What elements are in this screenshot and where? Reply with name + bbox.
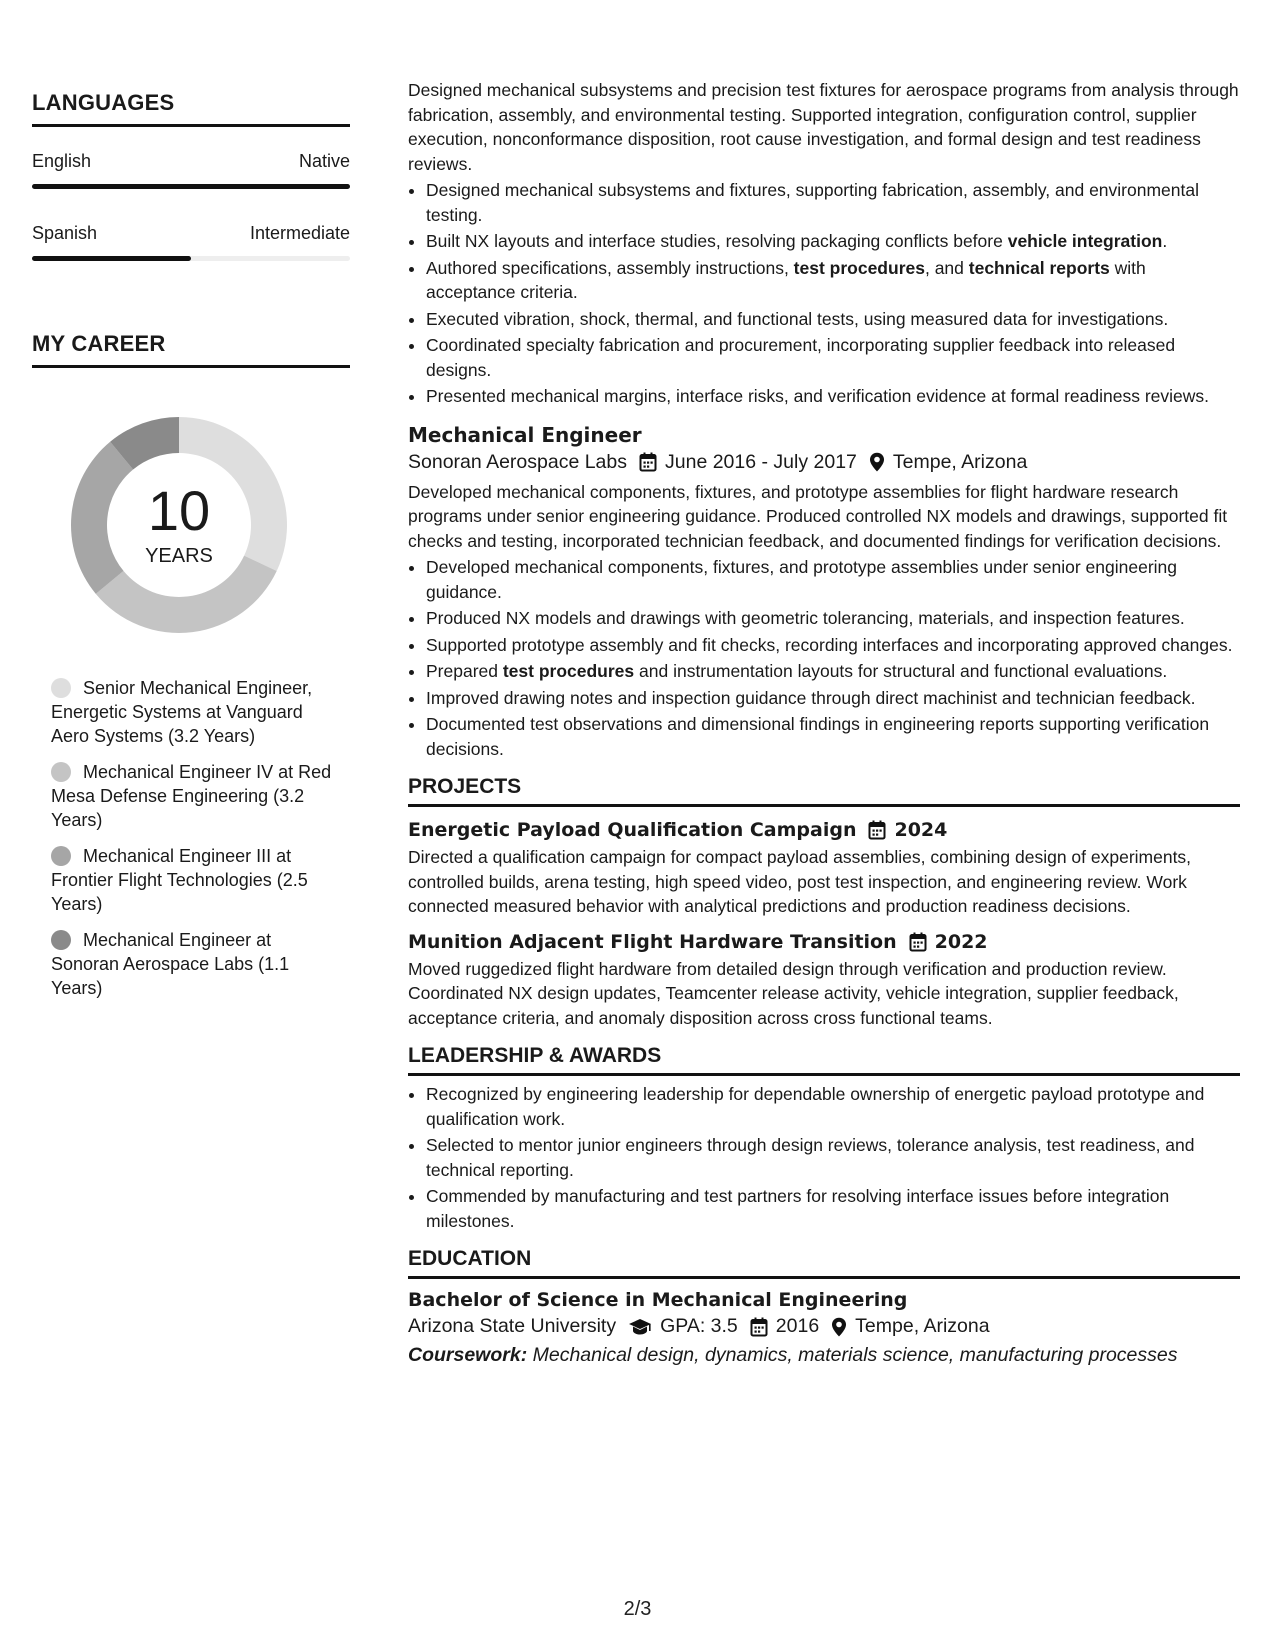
bullet-text: and instrumentation layouts for structural and functional evaluations. — [634, 661, 1168, 681]
job-company: Sonoran Aerospace Labs — [408, 450, 627, 473]
job-bullet: • Developed mechanical components, fixtures, and prototype assemblies under senior engineering guidance. — [426, 555, 1240, 604]
project-description: Directed a qualification campaign for compact payload assemblies, combining design of experiments, controlled builds, arena testing, high speed video, post test inspection, and engineering review. Work connected measured behavior with analytical predictions and production readiness decisions. — [408, 847, 1192, 916]
job-meta — [408, 451, 1240, 474]
leadership-heading: LEADERSHIP & AWARDS — [408, 1044, 1240, 1076]
language-proficiency-fill — [32, 184, 350, 189]
job-bullet: • Produced NX models and drawings with geometric tolerancing, materials, and inspection features. — [426, 606, 1240, 631]
graduation-cap-icon — [628, 1318, 652, 1336]
career-legend-label: Senior Mechanical Engineer, Energetic Systems at Vanguard Aero Systems (3.2 Years) — [51, 678, 313, 746]
legend-dot — [51, 930, 71, 950]
career-legend-label: Mechanical Engineer IV at Red Mesa Defense Engineering (3.2 Years) — [51, 762, 332, 830]
job-dates: June 2016 - July 2017 — [665, 450, 857, 473]
projects-heading: PROJECTS — [408, 775, 1240, 807]
career-legend-item — [51, 928, 341, 1000]
education-meta — [408, 1315, 1240, 1338]
left-column — [32, 90, 350, 1012]
bullet-text: Prepared — [426, 661, 503, 681]
language-proficiency-bar — [32, 256, 350, 261]
education-location: Tempe, Arizona — [855, 1315, 990, 1337]
location-pin-icon — [831, 1317, 847, 1337]
experience-bullet: • Presented mechanical margins, interface risks, and verification evidence at formal readiness reviews. — [426, 384, 1240, 409]
career-donut-chart — [64, 410, 294, 640]
project-title-row — [408, 931, 1240, 953]
bullet-keyword: vehicle integration — [1007, 231, 1163, 251]
calendar-icon — [750, 1317, 768, 1337]
career-total-unit: YEARS — [145, 544, 213, 567]
job-bullet: • Documented test observations and dimensional findings in engineering reports supporting verification decisions. — [426, 712, 1240, 761]
coursework-text: Mechanical design, dynamics, materials science, manufacturing processes — [527, 1344, 1178, 1366]
experience-bullet — [426, 229, 1240, 254]
right-column — [408, 78, 1240, 1367]
language-level: Native — [298, 151, 350, 171]
experience-bullet: • Coordinated specialty fabrication and procurement, incorporating supplier feedback into released designs. — [426, 333, 1240, 382]
location-pin-icon — [869, 452, 885, 472]
language-item — [32, 151, 350, 189]
language-proficiency-fill — [32, 256, 191, 261]
career-legend-label: Mechanical Engineer III at Frontier Flight Technologies (2.5 Years) — [51, 846, 308, 914]
experience-bullet — [426, 256, 1240, 305]
coursework-label: Coursework: — [408, 1344, 528, 1366]
bullet-text: Built NX layouts and interface studies, resolving packaging conflicts before — [426, 231, 1008, 251]
leadership-bullets — [408, 1082, 1240, 1233]
career-legend-item — [51, 676, 341, 748]
language-name: English — [32, 151, 92, 171]
calendar-icon — [909, 932, 927, 952]
legend-dot — [51, 762, 71, 782]
leadership-bullet: • Commended by manufacturing and test partners for resolving interface issues before integration milestones. — [426, 1184, 1240, 1233]
education-coursework — [408, 1344, 1240, 1367]
language-name: Spanish — [32, 223, 98, 243]
experience-bullet: • Executed vibration, shock, thermal, and functional tests, using measured data for investigations. — [426, 307, 1240, 332]
bullet-text: . — [1162, 231, 1168, 251]
legend-dot — [51, 846, 71, 866]
language-proficiency-bar — [32, 184, 350, 189]
education-degree: Bachelor of Science in Mechanical Engineering — [408, 1289, 908, 1311]
experience-bullet: • Designed mechanical subsystems and fixtures, supporting fabrication, assembly, and environmental testing. — [426, 178, 1240, 227]
bullet-text: , and — [924, 257, 969, 278]
bullet-text: with acceptance criteria. — [426, 257, 1146, 302]
education-year: 2016 — [775, 1315, 820, 1337]
career-donut-center — [64, 410, 294, 640]
calendar-icon — [868, 820, 886, 840]
experience-bullets — [408, 178, 1240, 409]
leadership-bullet: • Recognized by engineering leadership for dependable ownership of energetic payload prototype and qualification work. — [426, 1082, 1240, 1131]
job-location: Tempe, Arizona — [892, 450, 1028, 473]
education-heading: EDUCATION — [408, 1247, 1240, 1279]
job-title: Mechanical Engineer — [408, 422, 642, 447]
career-legend-label: Mechanical Engineer at Sonoran Aerospace Labs (1.1 Years) — [51, 930, 290, 998]
bullet-text: Authored specifications, assembly instructions, — [426, 257, 794, 278]
project-title-row — [408, 819, 1240, 841]
career-legend-item — [51, 844, 341, 916]
project-item — [408, 931, 1240, 1031]
job-bullets — [408, 555, 1240, 761]
bullet-keyword: test procedures — [793, 257, 925, 278]
project-item — [408, 819, 1240, 919]
career-total-years: 10 — [147, 478, 211, 542]
project-title: Energetic Payload Qualification Campaign — [408, 819, 857, 841]
career-legend-item — [51, 760, 341, 832]
project-description: Moved ruggedized flight hardware from detailed design through verification and production review. Coordinated NX design updates, Teamcenter release activity, vehicle integration, supplier feedback, acceptance criteria, and anomaly disposition across cross functional teams. — [408, 958, 1179, 1028]
project-title: Munition Adjacent Flight Hardware Transition — [408, 930, 897, 953]
career-legend — [51, 676, 341, 1000]
experience-summary: Designed mechanical subsystems and precision test fixtures for aerospace programs from analysis through fabrication, assembly, and environmental testing. Supported integration, configuration control, supplier execution, nonconformance disposition, root cause investigation, and formal design and test readiness reviews. — [408, 80, 1239, 174]
job-bullet: • Improved drawing notes and inspection guidance through direct machinist and technician feedback. — [426, 686, 1240, 711]
language-item — [32, 223, 350, 261]
education-school: Arizona State University — [408, 1315, 617, 1337]
legend-dot — [51, 678, 71, 698]
project-year: 2024 — [894, 819, 948, 841]
bullet-keyword: test procedures — [502, 661, 635, 681]
bullet-keyword: technical reports — [968, 257, 1110, 278]
career-heading: MY CAREER — [32, 331, 350, 368]
calendar-icon — [639, 452, 657, 472]
job-bullet — [426, 659, 1240, 684]
page-number: 2/3 — [623, 1598, 652, 1620]
language-level: Intermediate — [249, 223, 350, 243]
project-year: 2022 — [934, 930, 988, 953]
job-summary: Developed mechanical components, fixtures, and prototype assemblies for flight hardware research programs under senior engineering guidance. Produced controlled NX models and drawings, supported fit checks and testing, incorporated technician feedback, and documented findings for verification decisions. — [408, 481, 1228, 551]
languages-heading: LANGUAGES — [32, 90, 350, 127]
education-gpa: GPA: 3.5 — [660, 1315, 738, 1337]
job-bullet: • Supported prototype assembly and fit checks, recording interfaces and incorporating approved changes. — [426, 633, 1240, 658]
leadership-bullet: • Selected to mentor junior engineers through design reviews, tolerance analysis, test readiness, and technical reporting. — [426, 1133, 1240, 1182]
